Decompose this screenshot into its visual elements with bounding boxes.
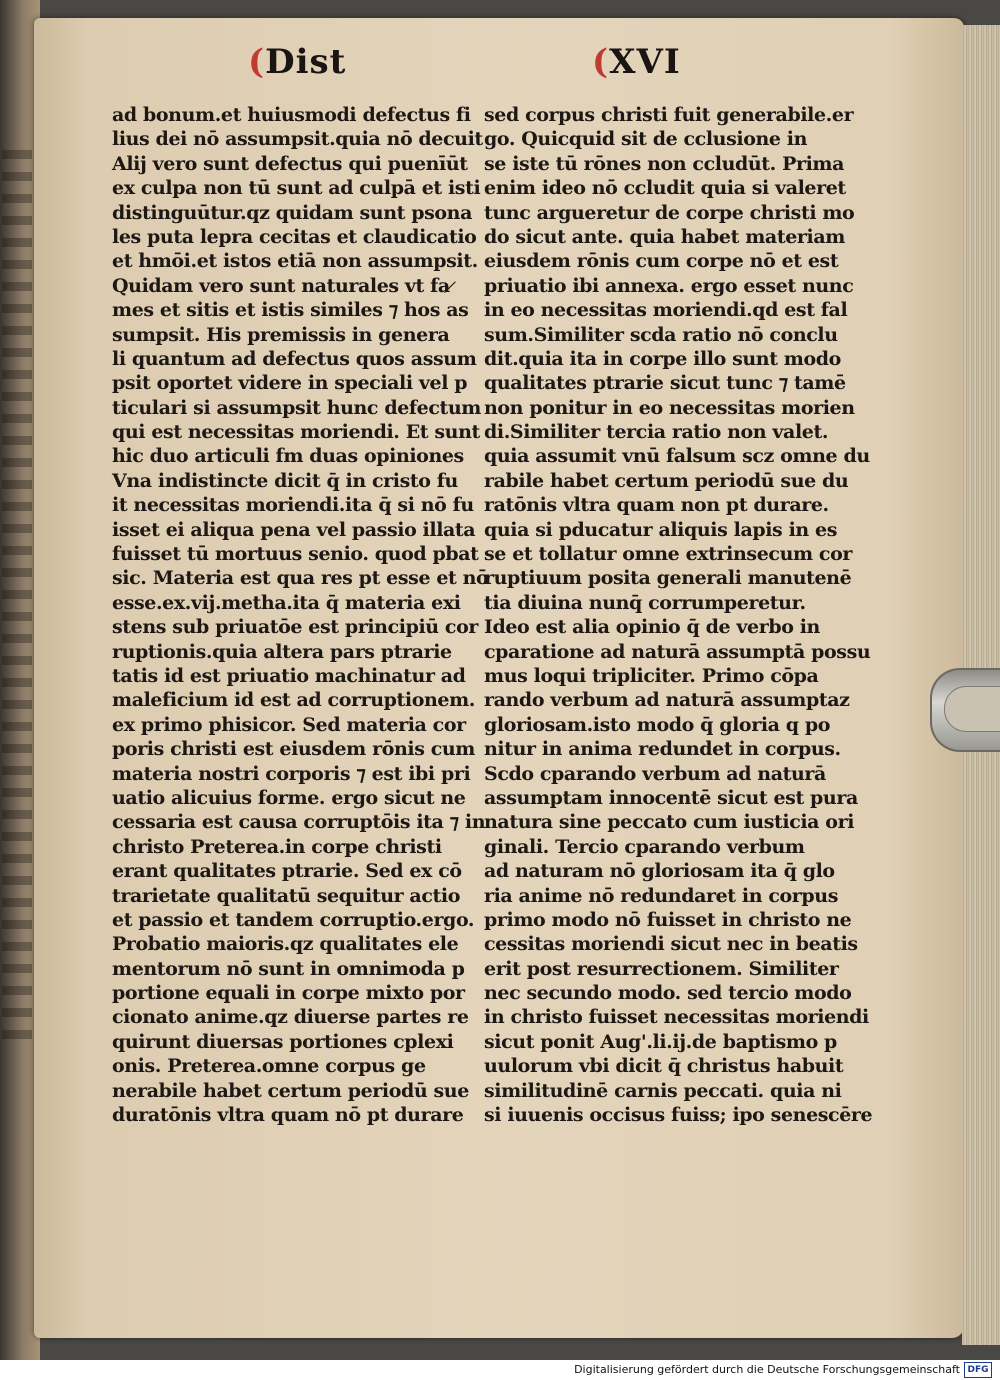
text-column-right <box>484 103 873 1127</box>
text-line: Alij vero sunt defectus qui puenīūt <box>112 152 468 175</box>
text-line: ratōnis vltra quam non pt durare. <box>484 494 829 517</box>
text-line: in eo necessitas moriendi.qd est fal <box>484 299 848 322</box>
text-line: mus loqui tripliciter. Primo cōpa <box>484 664 819 687</box>
text-line: erit post resurrectionem. Similiter <box>484 957 839 980</box>
text-line: do sicut ante. quia habet materiam <box>484 225 845 248</box>
text-line: qui est necessitas moriendi. Et sunt <box>112 421 480 444</box>
text-line: se et tollatur omne extrinsecum cor <box>484 543 852 566</box>
text-line: ex primo phisicor. Sed materia cor <box>112 713 466 736</box>
text-line: se iste tū rōnes non ccludūt. Prima <box>484 152 845 175</box>
text-line: dit.quia ita in corpe illo sunt modo <box>484 347 841 370</box>
text-line: duratōnis vltra quam nō pt durare <box>112 1104 464 1127</box>
text-line: quia si pducatur aliquis lapis in es <box>484 518 838 541</box>
text-line: poris christi est eiusdem rōnis cum <box>112 738 476 761</box>
text-line: quirunt diuersas portiones cplexi <box>112 1030 454 1053</box>
text-line: primo modo nō fuisset in christo ne <box>484 908 852 931</box>
text-line: nec secundo modo. sed tercio modo <box>484 982 852 1005</box>
text-line: sic. Materia est qua res pt esse et nō <box>112 567 489 590</box>
text-line: isset ei aliqua pena vel passio illata <box>112 518 476 541</box>
dfg-logo: DFG <box>964 1362 992 1378</box>
text-line: similitudinē carnis peccati. quia ni <box>484 1079 842 1102</box>
running-header-left <box>248 42 346 82</box>
text-line: ad naturam nō gloriosam ita q̄ glo <box>484 860 835 883</box>
text-line: fuisset tū mortuus senio. quod pbat <box>112 543 479 566</box>
text-line: sed corpus christi fuit generabile.er <box>484 104 854 126</box>
text-line: natura sine peccato cum iusticia ori <box>484 811 855 834</box>
text-line: psit oportet videre in speciali vel p <box>112 372 468 395</box>
text-line: cessaria est causa corruptōis ita ⁊ in <box>112 811 486 834</box>
text-line: Vna indistincte dicit q̄ in cristo fu <box>112 469 458 492</box>
text-line: nerabile habet certum periodū sue <box>112 1079 469 1102</box>
funding-notice: Digitalisierung gefördert durch die Deutsche Forschungsgemeinschaft <box>574 1363 960 1376</box>
header-left-text: Dist <box>265 42 347 82</box>
text-line: sumpsit. His premissis in genera <box>112 323 450 346</box>
header-rubric-mark: ( <box>248 42 266 82</box>
text-line: cparatione ad naturā assumptā possu <box>484 640 871 663</box>
text-line: tia diuina nunq̄ corrumperetur. <box>484 591 806 614</box>
text-line: Scdo cparando verbum ad naturā <box>484 762 826 785</box>
text-line: erant qualitates ptrarie. Sed ex cō <box>112 860 462 883</box>
text-line: stens sub priuatōe est principiū cor <box>112 616 478 639</box>
text-line: uulorum vbi dicit q̄ christus habuit <box>484 1055 844 1078</box>
text-line: ruptionis.quia altera pars ptrarie <box>112 640 452 663</box>
text-line: portione equali in corpe mixto por <box>112 982 465 1005</box>
text-line: quia assumit vnū falsum scz omne du <box>484 445 870 468</box>
text-line: ticulari si assumpsit hunc defectum <box>112 396 482 419</box>
text-line: les puta lepra cecitas et claudicatio <box>112 225 477 248</box>
previous-page-text-fragment <box>2 150 32 1050</box>
text-line: rando verbum ad naturā assumptaz <box>484 689 850 712</box>
text-line: lius dei nō assumpsit.quia nō decuit <box>112 128 483 151</box>
page-clip-inner <box>944 686 1000 732</box>
running-header-right <box>592 42 681 82</box>
text-line: Ideo est alia opinio q̄ de verbo in <box>484 616 820 639</box>
text-line: enim ideo nō ccludit quia si valeret <box>484 177 846 200</box>
text-line: gloriosam.isto modo q̄ gloria q po <box>484 713 831 736</box>
text-line: sicut ponit Aug'.li.ij.de baptismo p <box>484 1030 837 1053</box>
text-line: uatio alicuius forme. ergo sicut ne <box>112 786 466 809</box>
text-line: sum.Similiter scda ratio nō conclu <box>484 323 838 346</box>
text-line: assumptam innocentē sicut est pura <box>484 786 858 809</box>
digitization-footer <box>0 1360 1000 1380</box>
text-line: Probatio maioris.qz qualitates ele <box>112 933 459 956</box>
text-line: ex culpa non tū sunt ad culpā et isti <box>112 177 481 200</box>
text-line: cionato anime.qz diuerse partes re <box>112 1006 469 1029</box>
text-line: qualitates ptrarie sicut tunc ⁊ tamē <box>484 372 846 395</box>
text-line: et passio et tandem corruptio.ergo. <box>112 908 475 931</box>
text-line: onis. Preterea.omne corpus ge <box>112 1055 426 1078</box>
text-line: ginali. Tercio cparando verbum <box>484 835 805 858</box>
text-line: christo Preterea.in corpe christi <box>112 835 442 858</box>
text-line: it necessitas moriendi.ita q̄ si nō fu <box>112 494 474 517</box>
text-line: hic duo articuli fm duas opiniones <box>112 445 464 468</box>
text-line: rabile habet certum periodū sue du <box>484 469 849 492</box>
text-line: go. Quicquid sit de cclusione in <box>484 128 808 151</box>
header-rubric-mark: ( <box>592 42 610 82</box>
text-line: distinguūtur.qz quidam sunt psona <box>112 201 473 224</box>
text-line: tunc argueretur de corpe christi mo <box>484 201 855 224</box>
text-line: li quantum ad defectus quos assum <box>112 347 477 370</box>
text-line: cessitas moriendi sicut nec in beatis <box>484 933 858 956</box>
text-line: esse.ex.vij.metha.ita q̄ materia exi <box>112 591 461 614</box>
text-line: di.Similiter tercia ratio non valet. <box>484 421 829 444</box>
text-line: priuatio ibi annexa. ergo esset nunc <box>484 274 854 297</box>
text-line: eiusdem rōnis cum corpe nō et est <box>484 250 839 273</box>
text-column-left <box>112 103 489 1127</box>
text-line: materia nostri corporis ⁊ est ibi pri <box>112 762 471 785</box>
text-line: maleficium id est ad corruptionem. <box>112 689 475 712</box>
text-line: et hmōi.et istos etiā non assumpsit. <box>112 250 478 273</box>
header-right-text: XVI <box>609 42 681 82</box>
text-line: si iuuenis occisus fuiss; ipo senescēre <box>484 1104 873 1127</box>
text-line: ruptiuum posita generali manutenē <box>484 567 852 590</box>
text-line: trarietate qualitatū sequitur actio <box>112 884 460 907</box>
text-line: ad bonum.et huiusmodi defectus fi <box>112 104 471 126</box>
text-line: mentorum nō sunt in omnimoda p <box>112 957 465 980</box>
text-line: tatis id est priuatio machinatur ad <box>112 664 466 687</box>
text-line: mes et sitis et istis similes ⁊ hos as <box>112 299 469 322</box>
text-line: in christo fuisset necessitas moriendi <box>484 1006 869 1029</box>
text-line: nitur in anima redundet in corpus. <box>484 738 841 761</box>
text-line: Quidam vero sunt naturales vt fa ̷ <box>112 274 457 297</box>
text-line: non ponitur in eo necessitas morien <box>484 396 855 419</box>
text-line: ria anime nō redundaret in corpus <box>484 884 838 907</box>
